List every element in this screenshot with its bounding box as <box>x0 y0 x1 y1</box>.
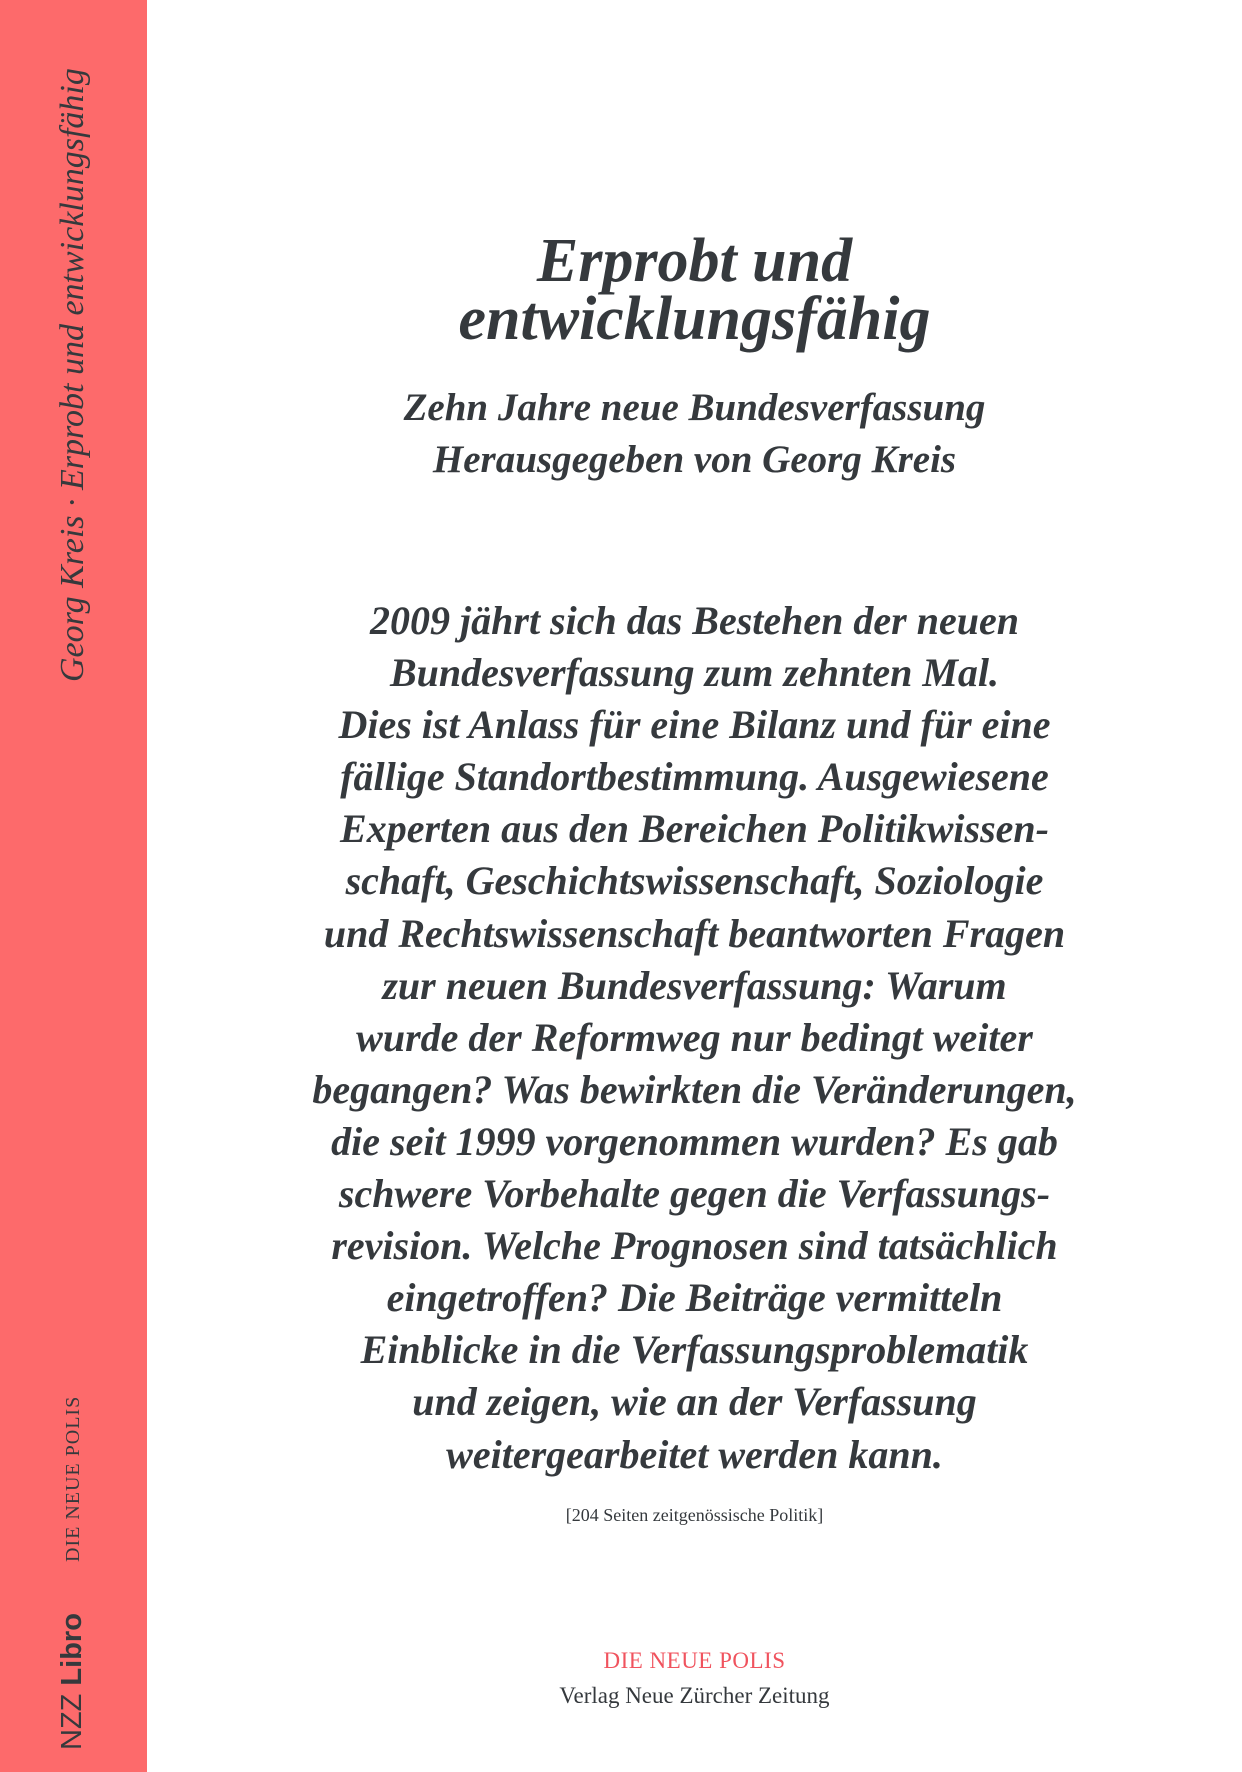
title-line-1: Erprobt und <box>536 227 853 295</box>
series-name: DIE NEUE POLIS <box>603 1648 786 1673</box>
blurb-line: begangen? Was bewirkten die Veränderungen, <box>312 1066 1077 1112</box>
blurb-line: und zeigen, wie an der Verfassung <box>412 1379 977 1425</box>
subtitle-line-2: Herausgegeben von Georg Kreis <box>432 438 957 481</box>
book-spine <box>0 0 147 1772</box>
blurb-line: zur neuen Bundesverfassung: Warum <box>382 962 1007 1008</box>
blurb-line: Bundesverfassung zum zehnten Mal. <box>389 650 1000 696</box>
title-line-2: entwicklungsfähig <box>458 285 931 353</box>
blurb-line: wurde der Reformweg nur bedingt weiter <box>356 1014 1033 1060</box>
blurb-line: fällige Standortbestimmung. Ausgewiesene <box>340 754 1049 800</box>
back-cover <box>147 0 1242 1772</box>
blurb-line: und Rechtswissenschaft beantworten Fragen <box>323 910 1066 956</box>
spine-author-title: Georg Kreis · Erprobt und entwicklungsfähig <box>54 68 91 682</box>
blurb-line: eingetroffen? Die Beiträge vermitteln <box>386 1275 1003 1321</box>
book-title <box>147 227 1242 353</box>
spine-publisher-nzz: NZZ <box>56 1693 88 1750</box>
blurb-line: weitergearbeitet werden kann. <box>446 1431 943 1477</box>
book-subtitle <box>147 382 1242 486</box>
spine-text-rotated <box>0 0 147 1772</box>
publisher-name: Verlag Neue Zürcher Zeitung <box>559 1683 830 1708</box>
blurb-line: revision. Welche Prognosen sind tatsächlich <box>331 1223 1058 1269</box>
blurb-line: 2009 jährt sich das Bestehen der neuen <box>370 598 1019 643</box>
spine-series: DIE NEUE POLIS <box>62 1395 84 1562</box>
subtitle-line-1: Zehn Jahre neue Bundesverfassung <box>403 386 986 429</box>
blurb-text <box>227 595 1162 1481</box>
blurb-line: Einblicke in die Verfassungsproblematik <box>360 1327 1029 1373</box>
blurb-line: Experten aus den Bereichen Politikwissen- <box>340 806 1049 852</box>
blurb-line: die seit 1999 vorgenommen wurden? Es gab <box>331 1118 1058 1164</box>
spine-publisher-logo <box>56 1613 89 1750</box>
blurb-line: Dies ist Anlass für eine Bilanz und für eine <box>338 702 1051 748</box>
spine-publisher-libro: Libro <box>56 1613 88 1686</box>
blurb-line: schwere Vorbehalte gegen die Verfassungs- <box>338 1171 1051 1217</box>
blurb-line: schaft, Geschichtswissenschaft, Soziologie <box>345 858 1044 904</box>
page-count-note: [204 Seiten zeitgenössische Politik] <box>565 1505 824 1525</box>
